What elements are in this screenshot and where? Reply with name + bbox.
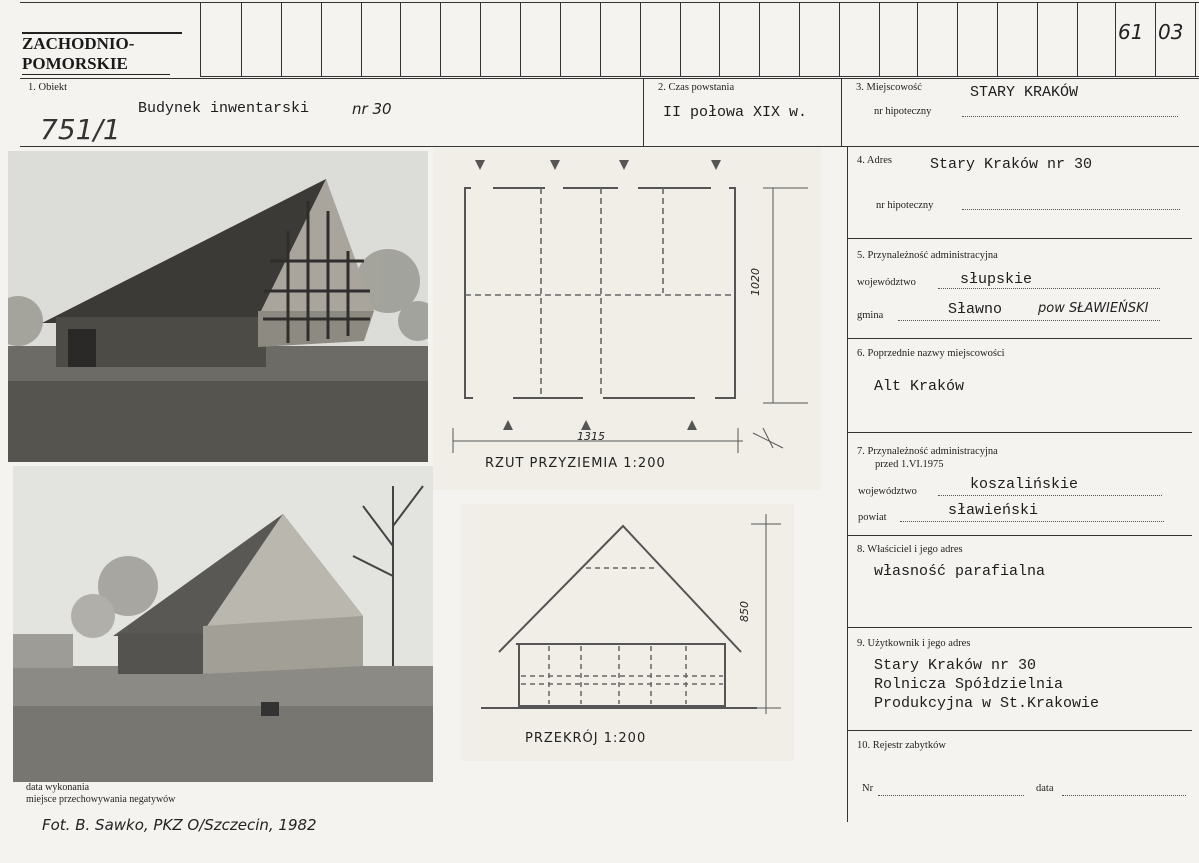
header-grid-line (440, 2, 441, 76)
register-nr-field (878, 795, 1024, 796)
object-value: Budynek inwentarski (138, 100, 310, 117)
user-line-3: Produkcyjna w St.Krakowie (874, 695, 1100, 712)
locality-mortgage-field (962, 116, 1178, 117)
region-stamp (22, 32, 200, 75)
header-grid-line (241, 2, 242, 76)
header-grid-line (1115, 2, 1116, 76)
admin-before-voivodeship-label: województwo (858, 486, 917, 497)
header-grid-line (917, 2, 918, 76)
admin-before-voivodeship: koszalińskie (970, 476, 1079, 493)
right-column-rule (847, 146, 848, 822)
header-grid-line (560, 2, 561, 76)
register-nr-label: Nr (862, 783, 874, 794)
header-grid-line (680, 2, 681, 76)
section7-rule (847, 535, 1192, 536)
former-names-value: Alt Kraków (874, 378, 965, 395)
header-grid-line (839, 2, 840, 76)
header-grid-line (879, 2, 880, 76)
user-line-2: Rolnicza Spółdzielnia (874, 676, 1064, 693)
locality-mortgage-label: nr hipoteczny (874, 106, 932, 117)
section-drawing (461, 504, 794, 761)
admin-before-date: przed 1.VI.1975 (875, 459, 944, 470)
header-grid-line (520, 2, 521, 76)
header-grid-line (400, 2, 401, 76)
header-grid-line (281, 2, 282, 76)
owner-label: 8. Właściciel i jego adres (857, 544, 963, 555)
admin-before-voivodeship-field (938, 495, 1162, 496)
admin-before-county: sławieński (948, 502, 1039, 519)
header-grid-line (719, 2, 720, 76)
period-value: II połowa XIX w. (663, 104, 808, 121)
photo-credit: Fot. B. Sawko, PKZ O/Szczecin, 1982 (42, 816, 317, 834)
user-label: 9. Użytkownik i jego adres (857, 638, 971, 649)
section6-rule (847, 432, 1192, 433)
user-line-1: Stary Kraków nr 30 (874, 657, 1037, 674)
section-caption: PRZEKRÓJ 1:200 (525, 731, 647, 746)
locality-value: STARY KRAKÓW (970, 84, 1079, 101)
header-grid-line (361, 2, 362, 76)
commune-label: gmina (857, 310, 884, 321)
section9-rule (847, 730, 1192, 731)
section5-rule (847, 338, 1192, 339)
register-date-label: data (1036, 783, 1054, 794)
owner-value: własność parafialna (874, 563, 1046, 580)
stamp-line-2: POMORSKIE (22, 54, 170, 75)
voivodeship-field (938, 288, 1160, 289)
period-label: 2. Czas powstania (658, 82, 735, 93)
inventory-number: 751/1 (40, 113, 121, 146)
section8-rule (847, 627, 1192, 628)
code-right: 03 (1158, 20, 1184, 44)
barn-photo-front (8, 151, 428, 462)
commune-note: pow SŁAWIEŃSKI (1038, 301, 1149, 316)
header-grid-line (997, 2, 998, 76)
plan-depth-dim: 1020 (749, 268, 762, 296)
object-number: nr 30 (352, 100, 392, 118)
plan-width-dim: 1315 (577, 430, 605, 443)
header-grid-line (799, 2, 800, 76)
header-top-rule (20, 2, 1199, 3)
former-names-label: 6. Poprzednie nazwy miejscowości (857, 348, 1005, 359)
register-label: 10. Rejestr zabytków (857, 740, 946, 751)
plan-caption: RZUT PRZYZIEMIA 1:200 (485, 456, 666, 471)
date-label: data wykonania (26, 782, 90, 793)
header-bottom-rule (200, 76, 1199, 77)
code-left: 61 (1118, 20, 1144, 44)
row1-divider-b (841, 78, 842, 146)
row1-divider-a (643, 78, 644, 146)
barn-photo-side (13, 466, 433, 782)
header-grid-line (321, 2, 322, 76)
negatives-label: miejsce przechowywania negatywów (26, 794, 176, 805)
address-label: 4. Adres (857, 155, 892, 166)
address-mortgage-label: nr hipoteczny (876, 200, 934, 211)
header-grid-line (1077, 2, 1078, 76)
header-grid-line (957, 2, 958, 76)
row1-bottom-rule (20, 146, 1199, 147)
locality-label: 3. Miejscowość (856, 82, 922, 93)
register-date-field (1062, 795, 1186, 796)
commune-field (898, 320, 1160, 321)
voivodeship-label: województwo (857, 277, 916, 288)
floor-plan-drawing (433, 148, 821, 490)
admin-label: 5. Przynależność administracyjna (857, 250, 998, 261)
section4-rule (847, 238, 1192, 239)
object-label: 1. Obiekt (28, 82, 68, 93)
header-bottom-rule-2 (20, 78, 1199, 79)
header-grid-line (480, 2, 481, 76)
header-grid-line (1155, 2, 1156, 76)
header-grid-line (1195, 2, 1196, 76)
address-mortgage-field (962, 209, 1180, 210)
header-grid-line (759, 2, 760, 76)
header-grid-line (640, 2, 641, 76)
voivodeship-value: słupskie (960, 271, 1033, 288)
commune-value: Sławno (948, 301, 1003, 318)
stamp-line-1: ZACHODNIO- (22, 34, 135, 53)
admin-before-county-label: powiat (858, 512, 887, 523)
address-value: Stary Kraków nr 30 (930, 156, 1093, 173)
section-height-dim: 850 (738, 601, 751, 622)
admin-before-county-field (900, 521, 1164, 522)
admin-before-label: 7. Przynależność administracyjna (857, 446, 998, 457)
header-grid-line (200, 2, 201, 76)
header-grid-line (1037, 2, 1038, 76)
header-grid-line (600, 2, 601, 76)
